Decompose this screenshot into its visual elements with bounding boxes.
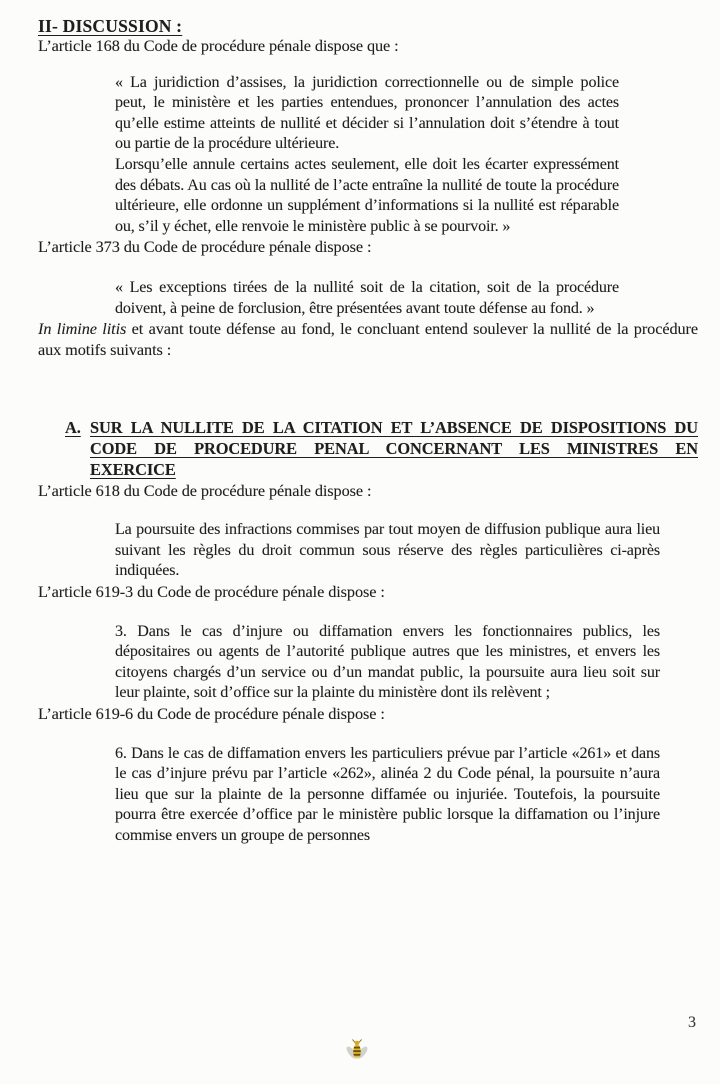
article-373-intro: L’article 373 du Code de procédure pénale dispose : <box>38 237 372 257</box>
quote-paragraph: La poursuite des infractions commises par tout moyen de diffusion publique aura lieu suivant les règles du droit commun sous réserve des règles particulières ci-après indiquées. <box>115 521 660 580</box>
article-619-3-intro: L’article 619-3 du Code de procédure pénale dispose : <box>38 582 385 602</box>
quote-article-168 <box>115 73 619 238</box>
quote-article-619-3 <box>115 622 660 704</box>
heading-a-nullite-citation <box>65 418 698 480</box>
article-618-intro: L’article 618 du Code de procédure pénale dispose : <box>38 480 372 500</box>
article-619-6-intro: L’article 619-6 du Code de procédure pénale dispose : <box>38 704 385 724</box>
bee-icon <box>345 1038 369 1064</box>
quote-article-373 <box>115 278 619 319</box>
in-limine-paragraph <box>38 319 698 360</box>
article-168-intro: L’article 168 du Code de procédure pénale dispose que : <box>38 36 399 55</box>
quote-paragraph: « Les exceptions tirées de la nullité soit de la citation, soit de la procédure doivent, à peine de forclusion, être présentées avant toute défense au fond. » <box>115 278 619 317</box>
quote-paragraph: 6. Dans le cas de diffamation envers les particuliers prévue par l’article «261» et dans le cas d’injure prévu par l’article «262», alinéa 2 du Code pénal, la poursuite n’aura lieu que sur la plainte de la personne diffamée ou injuriée. Toutefois, la poursuite pourra être exercée d’office par le ministère public lorsque la diffamation ou l’injure commise envers un groupe de personnes <box>115 744 660 845</box>
section-title-discussion: II- DISCUSSION : <box>38 16 183 36</box>
quote-paragraph-2: Lorsqu’elle annule certains actes seulement, elle doit les écarter expressément des débats. Au cas où la nullité de l’acte entraîne la nullité de toute la procédure ultérieure, elle ordonne un supplément d’informations si la nullité est réparable ou, s’il y échet, elle renvoie le ministère public à se pourvoir. » <box>115 155 619 235</box>
heading-a-text <box>90 418 698 480</box>
heading-a-line-2: CODE DE PROCEDURE PENAL CONCERNANT LES MINISTRES EN <box>90 439 698 459</box>
page-number: 3 <box>688 1014 696 1031</box>
quote-article-618 <box>115 520 660 582</box>
quote-paragraph: 3. Dans le cas d’injure ou diffamation envers les fonctionnaires publics, les dépositaires ou agents de l’autorité publique autres que les ministres, et envers les citoyens chargés d’un service ou d’un mandat public, la poursuite aura lieu soit sur leur plainte, soit d’office sur la plainte du ministère dont ils relèvent ; <box>115 622 660 702</box>
heading-a-marker: A. <box>65 418 81 438</box>
quote-paragraph-1: « La juridiction d’assises, la juridiction correctionnelle ou de simple police peut, le ministère et les parties entendues, prononcer l’annulation des actes qu’elle estime atteints de nullité et décider si l’annulation doit s’étendre à tout ou partie de la procédure ultérieure. <box>115 73 619 153</box>
in-limine-rest: et avant toute défense au fond, le concluant entend soulever la nullité de la procédure aux motifs suivants : <box>38 319 698 359</box>
heading-a-line-3: EXERCICE <box>90 459 176 479</box>
quote-article-619-6 <box>115 744 660 847</box>
heading-a-line-1: SUR LA NULLITE DE LA CITATION ET L’ABSENCE DE DISPOSITIONS DU <box>90 418 698 438</box>
latin-phrase: In limine litis <box>38 319 127 339</box>
